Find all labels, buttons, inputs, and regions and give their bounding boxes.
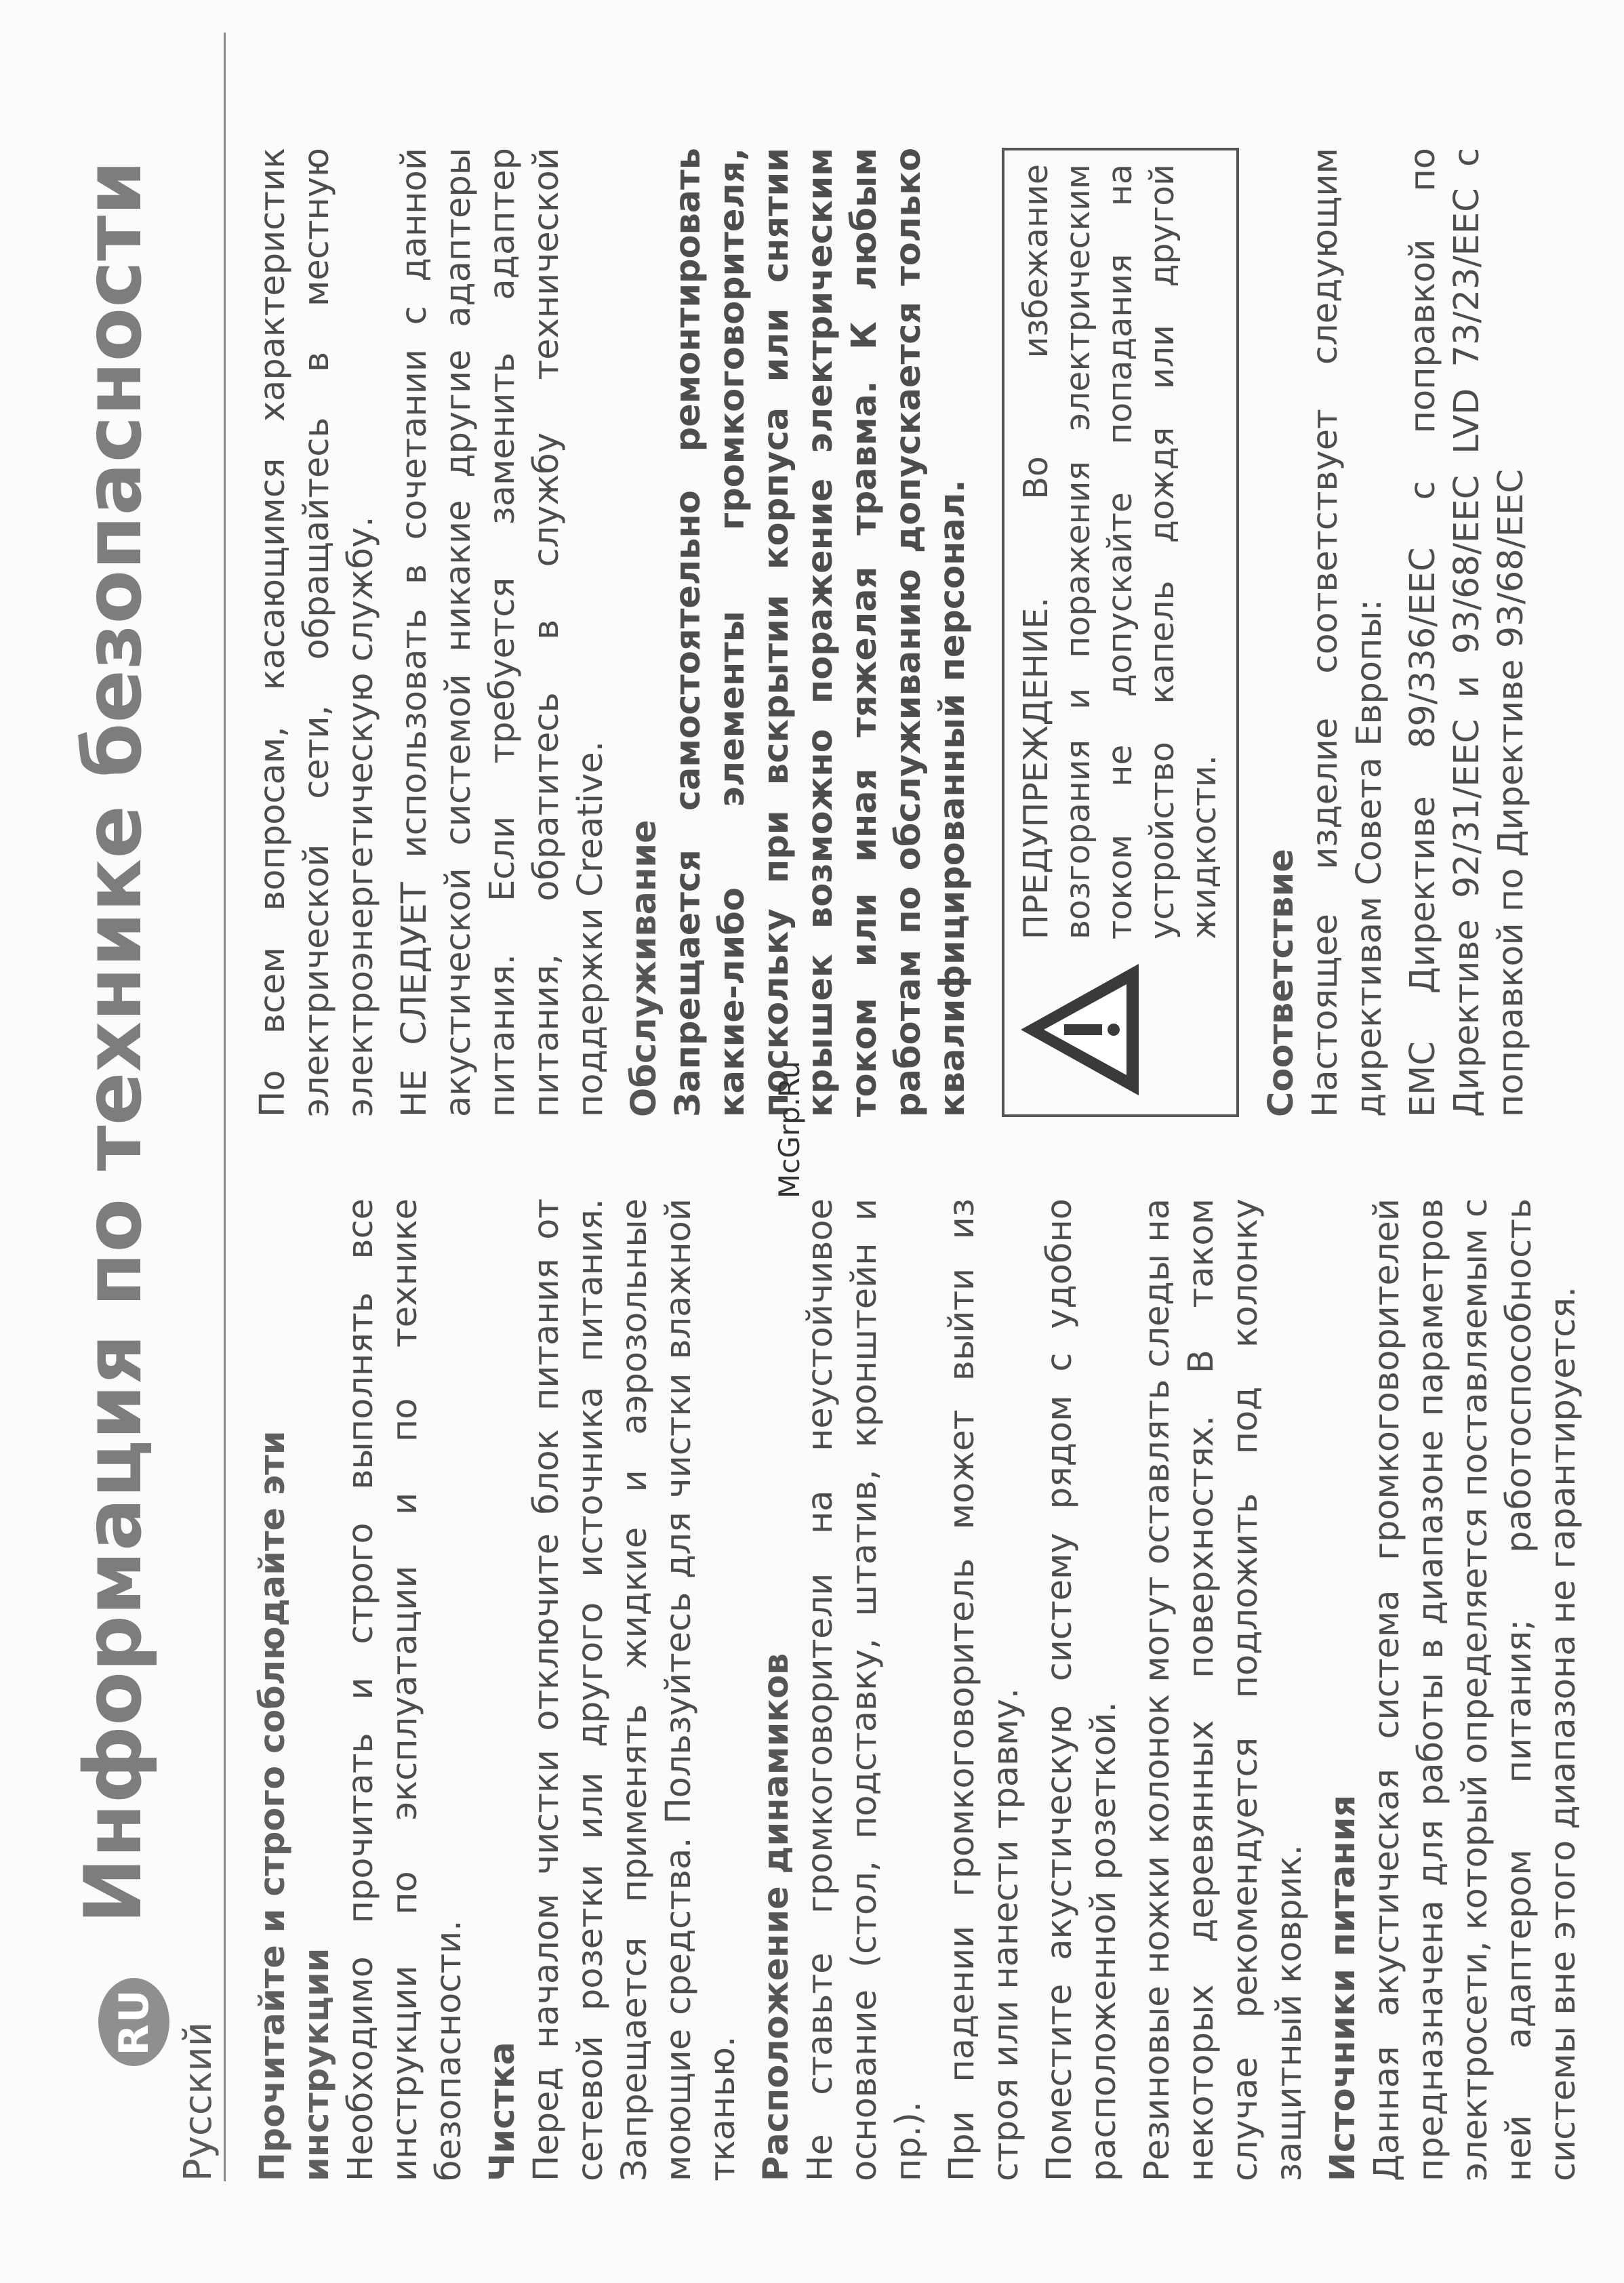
power-heading: Источники питания [1323, 1794, 1363, 2181]
left-column [251, 1198, 1593, 2181]
cleaning-heading: Чистка [483, 2042, 523, 2181]
power-text: Данная акустическая система громкоговорителей предназначена для работы в диапазоне параметров электросети, который определяется поставляемым с ней адаптером питания; работоспособность системы вне этого диапазона не гарантируется. [1367, 1198, 1583, 2181]
right-column [251, 148, 1593, 1117]
page-title: Информация по технике безопасности [68, 160, 159, 1924]
support-text-1: По всем вопросам, касающимся характеристик электрической сети, обращайтесь в местную электроэнергетическую службу. [253, 148, 381, 1117]
watermark: McGrp.Ru [773, 1060, 806, 1198]
support-text-2: НЕ СЛЕДУЕТ использовать в сочетании с данной акустической системой никакие другие адаптеры питания. Если требуется заменить адаптер питания, обратитесь в службу технической поддержки Creative. [394, 148, 611, 1117]
intro-text: Необходимо прочитать и строго выполнять все инструкции по эксплуатации и по технике безопасности. [341, 1198, 469, 2181]
compliance-heading: Соответствие [1261, 849, 1301, 1117]
language-badge: RU [98, 1978, 169, 2066]
language-label: Русский [176, 2021, 220, 2181]
header-divider [224, 33, 226, 2181]
compliance-text: Настоящее изделие соответствует следующим директивам Совета Европы: [1305, 148, 1389, 1117]
warning-triangle-icon [1015, 958, 1144, 1101]
placement-text-1: Не ставьте громкоговорители на неустойчивое основание (стол, подставку, штатив, кронштейн и пр.). [800, 1198, 929, 2181]
placement-heading: Расположение динамиков [756, 1653, 796, 2181]
compliance-directives: EMC Директиве 89/336/EEC с поправкой по Директиве 92/31/EEC и 93/68/EEC LVD 73/23/EEC с поправкой по Директиве 93/68/EEC [1403, 148, 1531, 1117]
intro-heading: Прочитайте и строго соблюдайте эти инструкции [253, 1430, 337, 2181]
cleaning-text: Перед началом чистки отключите блок питания от сетевой розетки или другого источника питания. Запрещается применять жидкие и аэрозольные моющие средства. Пользуйтесь для чистки влажной тканью. [527, 1198, 743, 2181]
service-heading: Обслуживание [624, 820, 664, 1117]
placement-text-2: При падении громкоговоритель может выйти из строя или нанести травму. [942, 1198, 1026, 2181]
placement-text-3: Поместите акустическую систему рядом с удобно расположенной розеткой. [1040, 1198, 1124, 2181]
warning-text: ПРЕДУПРЕЖДЕНИЕ. Во избежание возгорания и поражения электрическим током не допускайте попадания на устройство капель дождя или другой жидкости. [1017, 164, 1223, 940]
placement-text-4: Резиновые ножки колонок могут оставлять следы на некоторых деревянных поверхностях. В таком случае рекомендуется подложить под колонку защитный коврик. [1137, 1198, 1310, 2181]
service-text: Запрещается самостоятельно ремонтировать какие-либо элементы громкоговорителя, поскольку при вскрытии корпуса или снятии крышек возможно поражение электрическим током или иная тяжелая травма. К любым работам по обслуживанию допускается только квалифицированный персонал. [668, 148, 973, 1117]
warning-box [1002, 148, 1239, 1117]
